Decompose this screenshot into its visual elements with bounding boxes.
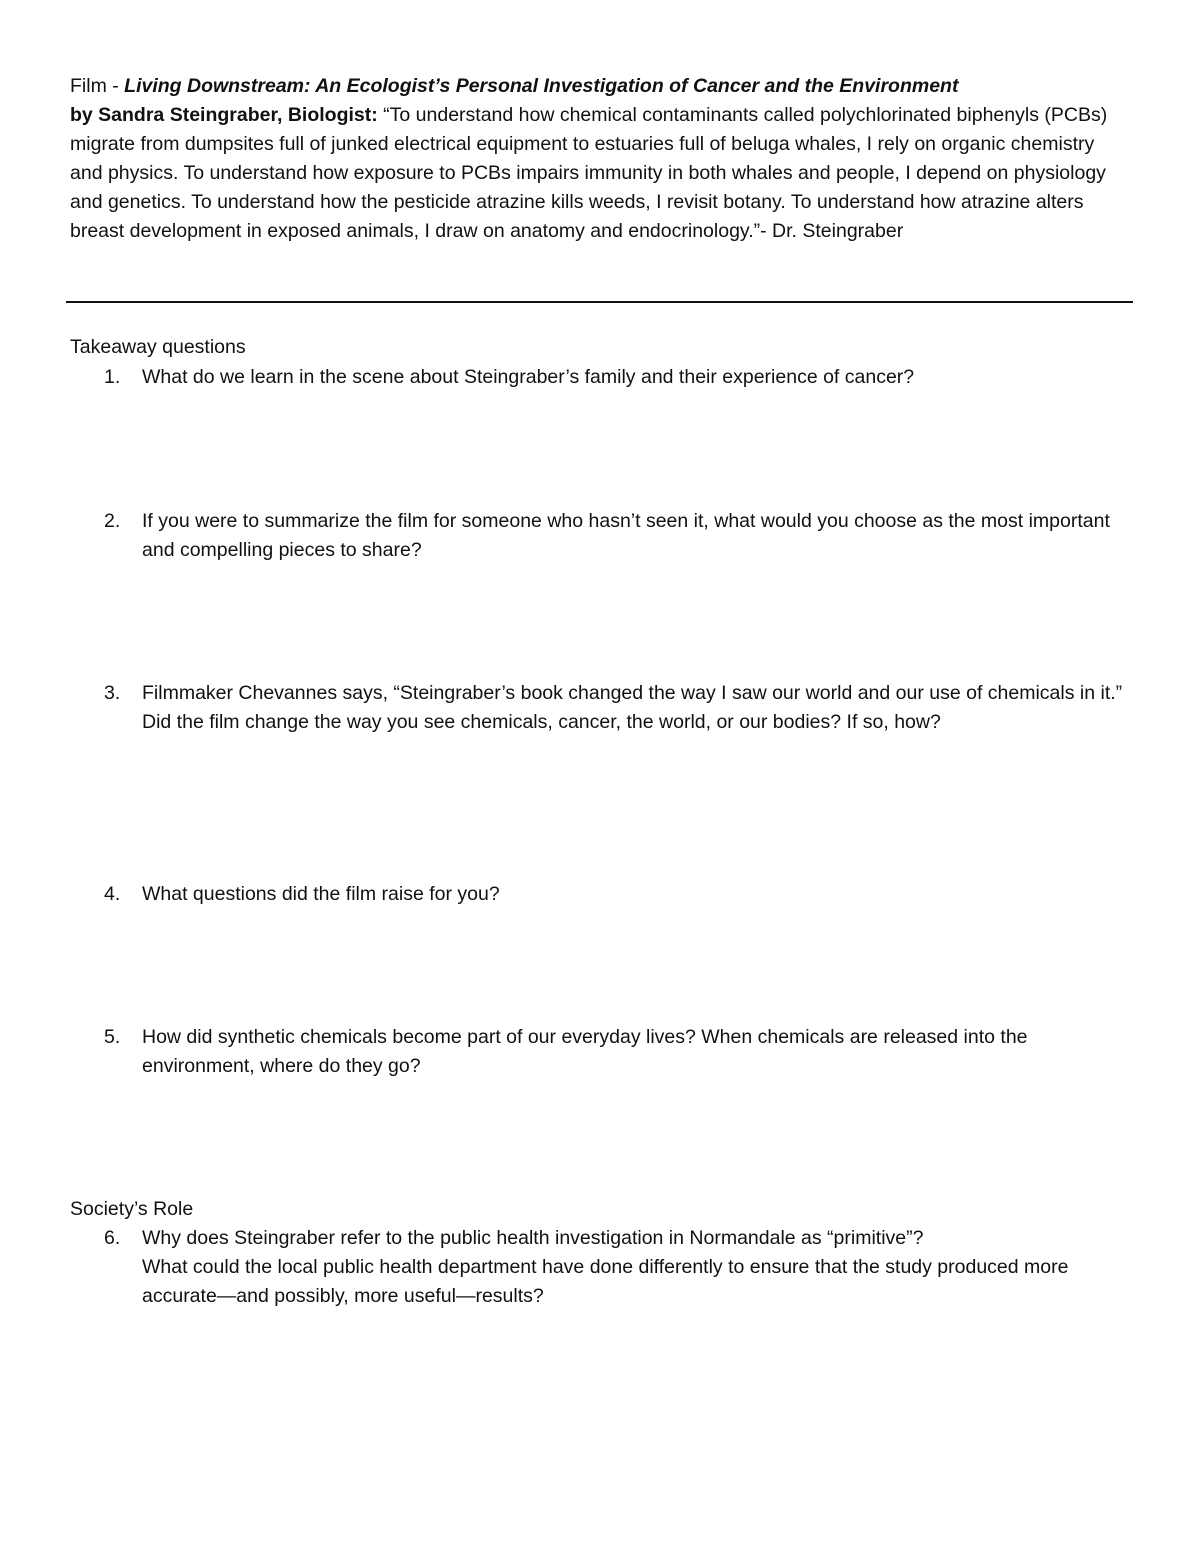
question-item xyxy=(104,363,1134,392)
question-text-line: What could the local public health department have done differently to ensure that the study produced more accurate—and possibly, more useful—results? xyxy=(142,1256,1069,1307)
question-text: What questions did the film raise for you? xyxy=(142,883,500,905)
question-item xyxy=(104,1224,1134,1311)
society-heading: Society’s Role xyxy=(70,1198,194,1220)
question-item xyxy=(104,679,1134,737)
question-text: How did synthetic chemicals become part of our everyday lives? When chemicals are released into the environment, where do they go? xyxy=(142,1026,1028,1077)
horizontal-divider xyxy=(66,301,1133,303)
question-number: 2. xyxy=(104,510,121,532)
question-number: 6. xyxy=(104,1227,121,1249)
header-paragraph xyxy=(70,72,1132,246)
question-item xyxy=(104,880,1134,909)
question-text: Filmmaker Chevannes says, “Steingraber’s book changed the way I saw our world and our use of chemicals in it.” Did the film change the way you see chemicals, cancer, the world, or our bodies? If so, how? xyxy=(142,682,1123,733)
question-number: 3. xyxy=(104,682,121,704)
steingraber-quote: “To understand how chemical contaminants called polychlorinated biphenyls (PCBs) migrate from dumpsites full of junked electrical equipment to estuaries full of beluga whales, I rely on organic chemistry and physics. To understand how exposure to PCBs impairs immunity in both whales and people, I depend on physiology and genetics. To understand how the pesticide atrazine kills weeds, I revisit botany. To understand how atrazine alters breast development in exposed animals, I draw on anatomy and endocrinology.”- Dr. Steingraber xyxy=(70,104,1108,242)
byline: by Sandra Steingraber, Biologist: xyxy=(70,104,378,126)
question-text: If you were to summarize the film for someone who hasn’t seen it, what would you choose as the most important and compelling pieces to share? xyxy=(142,510,1110,561)
film-header xyxy=(70,72,1132,246)
question-text: What do we learn in the scene about Steingraber’s family and their experience of cancer? xyxy=(142,366,915,388)
film-title: Living Downstream: An Ecologist’s Personal Investigation of Cancer and the Environment xyxy=(124,75,959,97)
question-item xyxy=(104,507,1134,565)
question-number: 1. xyxy=(104,366,121,388)
question-number: 4. xyxy=(104,883,121,905)
question-number: 5. xyxy=(104,1026,121,1048)
takeaway-heading: Takeaway questions xyxy=(70,336,246,358)
question-text xyxy=(142,1224,1134,1311)
question-text-line: Why does Steingraber refer to the public health investigation in Normandale as “primitive”? xyxy=(142,1227,924,1249)
film-prefix: Film - xyxy=(70,75,125,97)
question-item xyxy=(104,1023,1134,1081)
